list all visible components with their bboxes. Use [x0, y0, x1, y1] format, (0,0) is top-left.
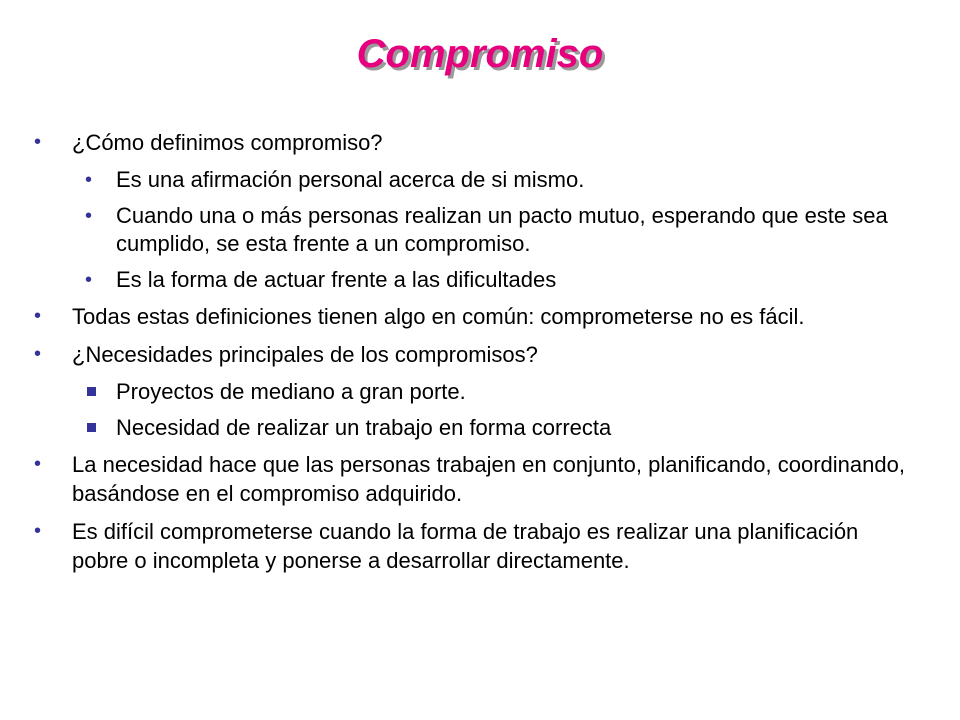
sub-bullet-item [30, 378, 920, 406]
bullet-dot-icon: • [34, 305, 42, 327]
bullet-square-icon [87, 387, 96, 396]
sub-bullet-text: Necesidad de realizar un trabajo en forma correcta [116, 415, 612, 440]
bullet-dot-icon: • [85, 269, 93, 291]
sub-bullet-text: Es una afirmación personal acerca de si mismo. [116, 167, 585, 192]
bullet-text: La necesidad hace que las personas trabajen en conjunto, planificando, coordinando, basándose en el compromiso adquirido. [72, 452, 905, 506]
bullet-item [30, 340, 920, 369]
bullet-item [30, 517, 920, 575]
bullet-item [30, 128, 920, 157]
bullet-text: ¿Cómo definimos compromiso? [72, 130, 383, 155]
sub-bullet-text: Cuando una o más personas realizan un pacto mutuo, esperando que este sea cumplido, se esta frente a un compromiso. [116, 203, 888, 256]
bullet-square-icon [87, 423, 96, 432]
sub-bullet-item [30, 266, 920, 294]
bullet-dot-icon: • [85, 205, 93, 227]
bullet-dot-icon: • [34, 131, 42, 153]
sub-bullet-item [30, 166, 920, 194]
bullet-item [30, 302, 920, 331]
sub-bullet-item [30, 414, 920, 442]
slide-title: Compromiso [356, 32, 604, 76]
bullet-text: ¿Necesidades principales de los compromisos? [72, 342, 538, 367]
sub-bullet-text: Proyectos de mediano a gran porte. [116, 379, 466, 404]
sub-bullet-item [30, 202, 920, 258]
bullet-text: Es difícil comprometerse cuando la forma de trabajo es realizar una planificación pobre o incompleta y ponerse a desarrollar directamente. [72, 519, 859, 573]
bullet-text: Todas estas definiciones tienen algo en común: comprometerse no es fácil. [72, 304, 805, 329]
slide-content [30, 128, 920, 584]
sub-bullet-text: Es la forma de actuar frente a las dificultades [116, 267, 557, 292]
bullet-dot-icon: • [34, 453, 42, 475]
bullet-dot-icon: • [34, 343, 42, 365]
bullet-dot-icon: • [34, 520, 42, 542]
bullet-dot-icon: • [85, 169, 93, 191]
bullet-item [30, 450, 920, 508]
